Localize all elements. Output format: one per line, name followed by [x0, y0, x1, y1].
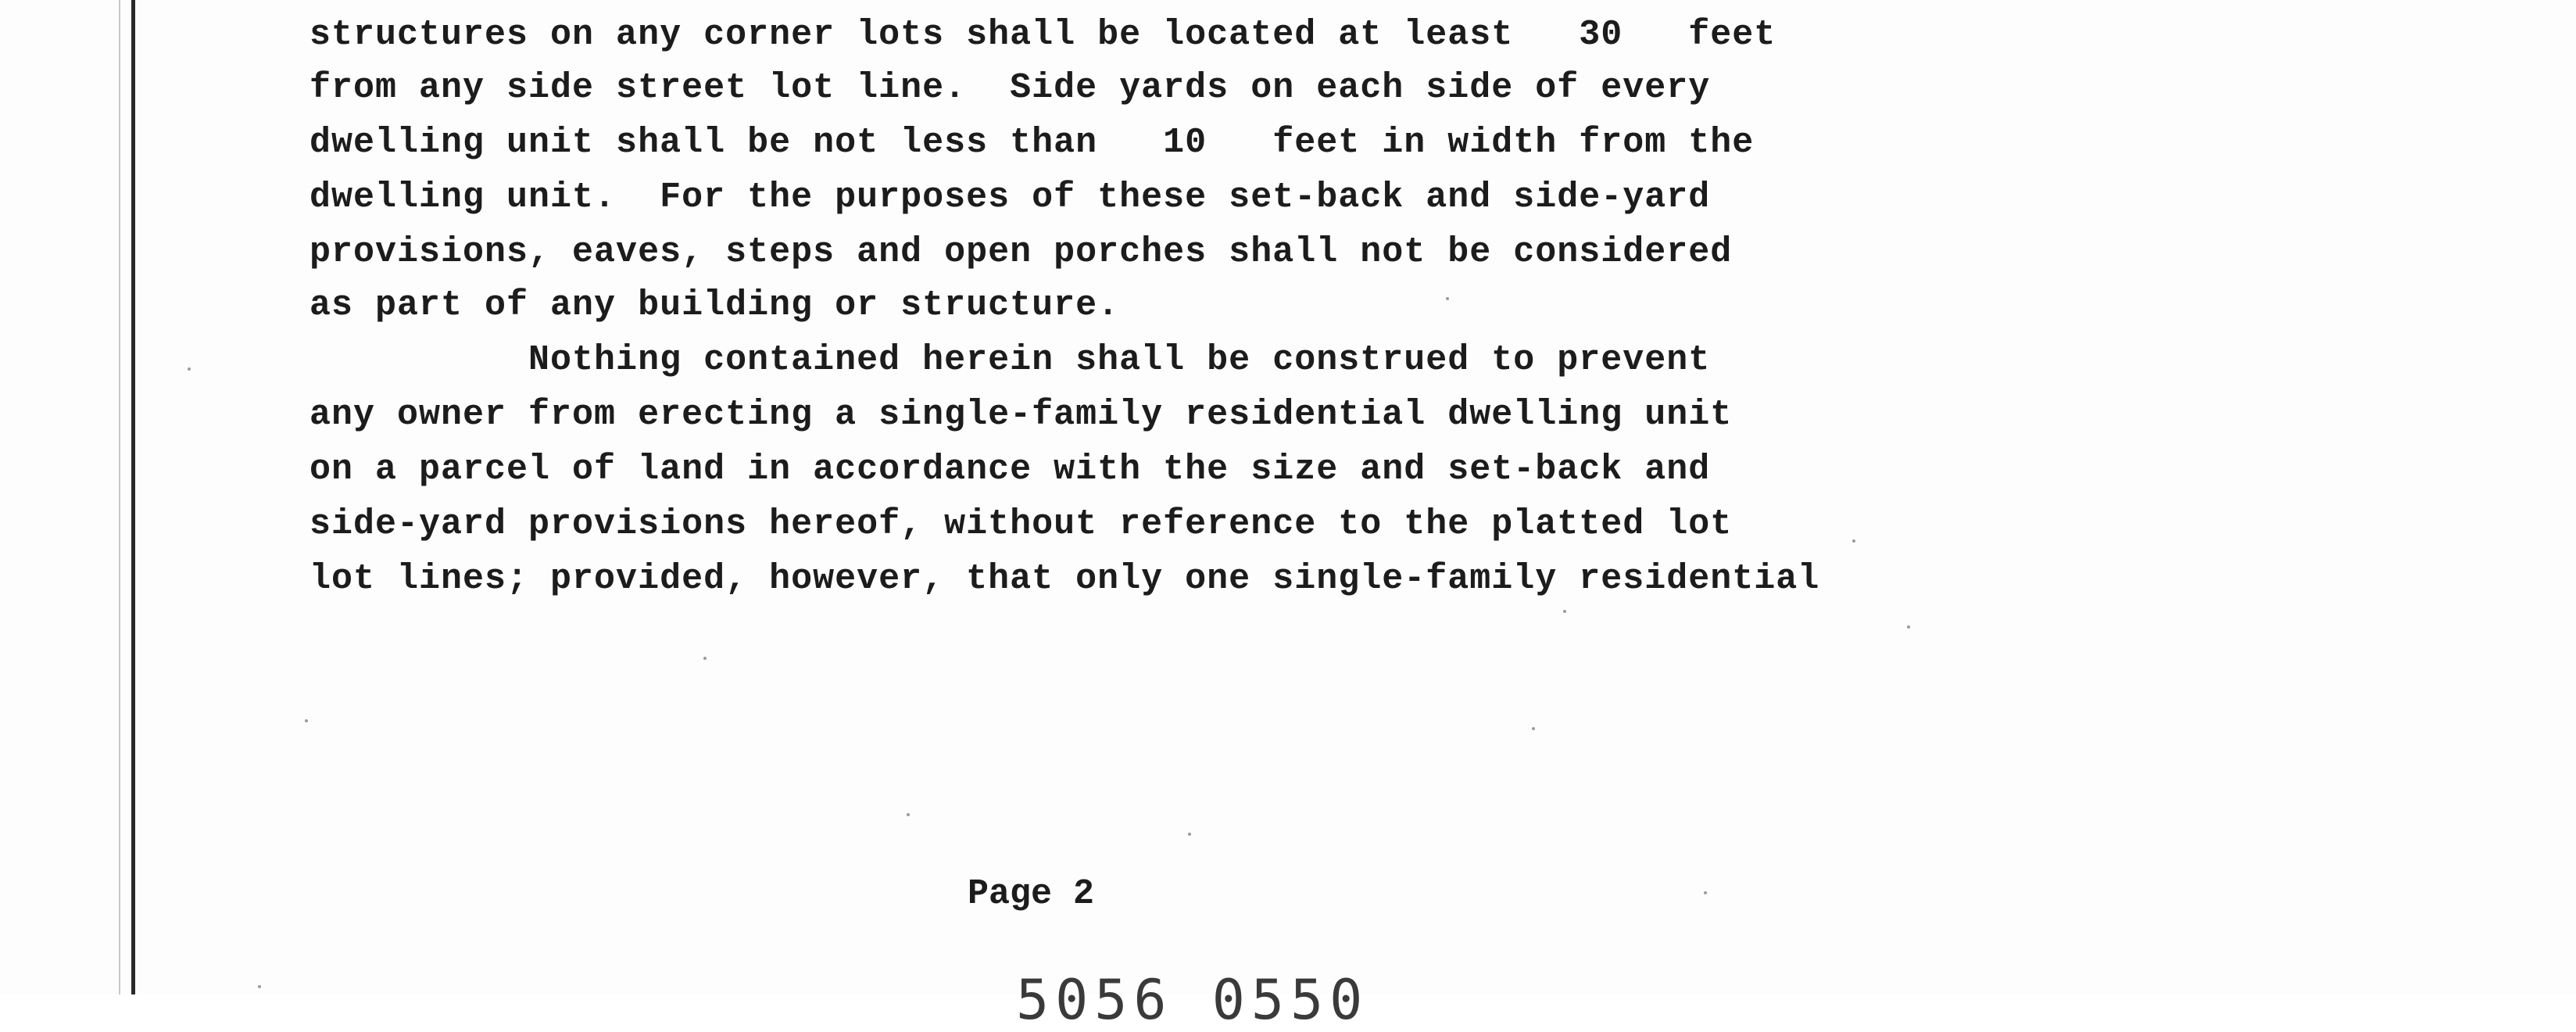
text-line: on a parcel of land in accordance with the size and set-back and — [309, 450, 1711, 489]
scan-speck — [1532, 727, 1535, 730]
scan-speck — [1563, 610, 1566, 613]
text-line: Nothing contained herein shall be construed to prevent — [309, 340, 1711, 380]
text-line: lot lines; provided, however, that only one single-family residential — [309, 559, 1820, 599]
scan-speck — [907, 813, 910, 816]
page-left-border — [131, 0, 135, 994]
document-body — [309, 0, 1951, 701]
scan-speck — [1446, 297, 1449, 300]
page-number: Page 2 — [968, 874, 1095, 914]
page-edge-shadow — [119, 0, 120, 994]
text-line: side-yard provisions hereof, without reference to the platted lot — [309, 504, 1733, 544]
text-line: provisions, eaves, steps and open porches shall not be considered — [309, 232, 1733, 272]
text-line: dwelling unit. For the purposes of these set-back and side-yard — [309, 177, 1711, 217]
scan-speck — [188, 367, 191, 371]
text-line: dwelling unit shall be not less than 10 feet in width from the — [309, 123, 1755, 163]
text-line: as part of any building or structure. — [309, 285, 1120, 325]
scan-speck — [703, 657, 707, 660]
scan-speck — [1907, 625, 1910, 629]
scan-speck — [1852, 539, 1855, 543]
recording-stamp: 5056 0550 — [1016, 968, 1369, 1032]
scan-speck — [305, 719, 308, 722]
text-line: from any side street lot line. Side yards on each side of every — [309, 68, 1711, 108]
text-line: structures on any corner lots shall be located at least 30 feet — [309, 15, 1776, 55]
scan-speck — [1704, 891, 1707, 894]
scan-speck — [258, 985, 261, 988]
scan-speck — [1188, 833, 1191, 836]
text-line: any owner from erecting a single-family residential dwelling unit — [309, 395, 1733, 435]
